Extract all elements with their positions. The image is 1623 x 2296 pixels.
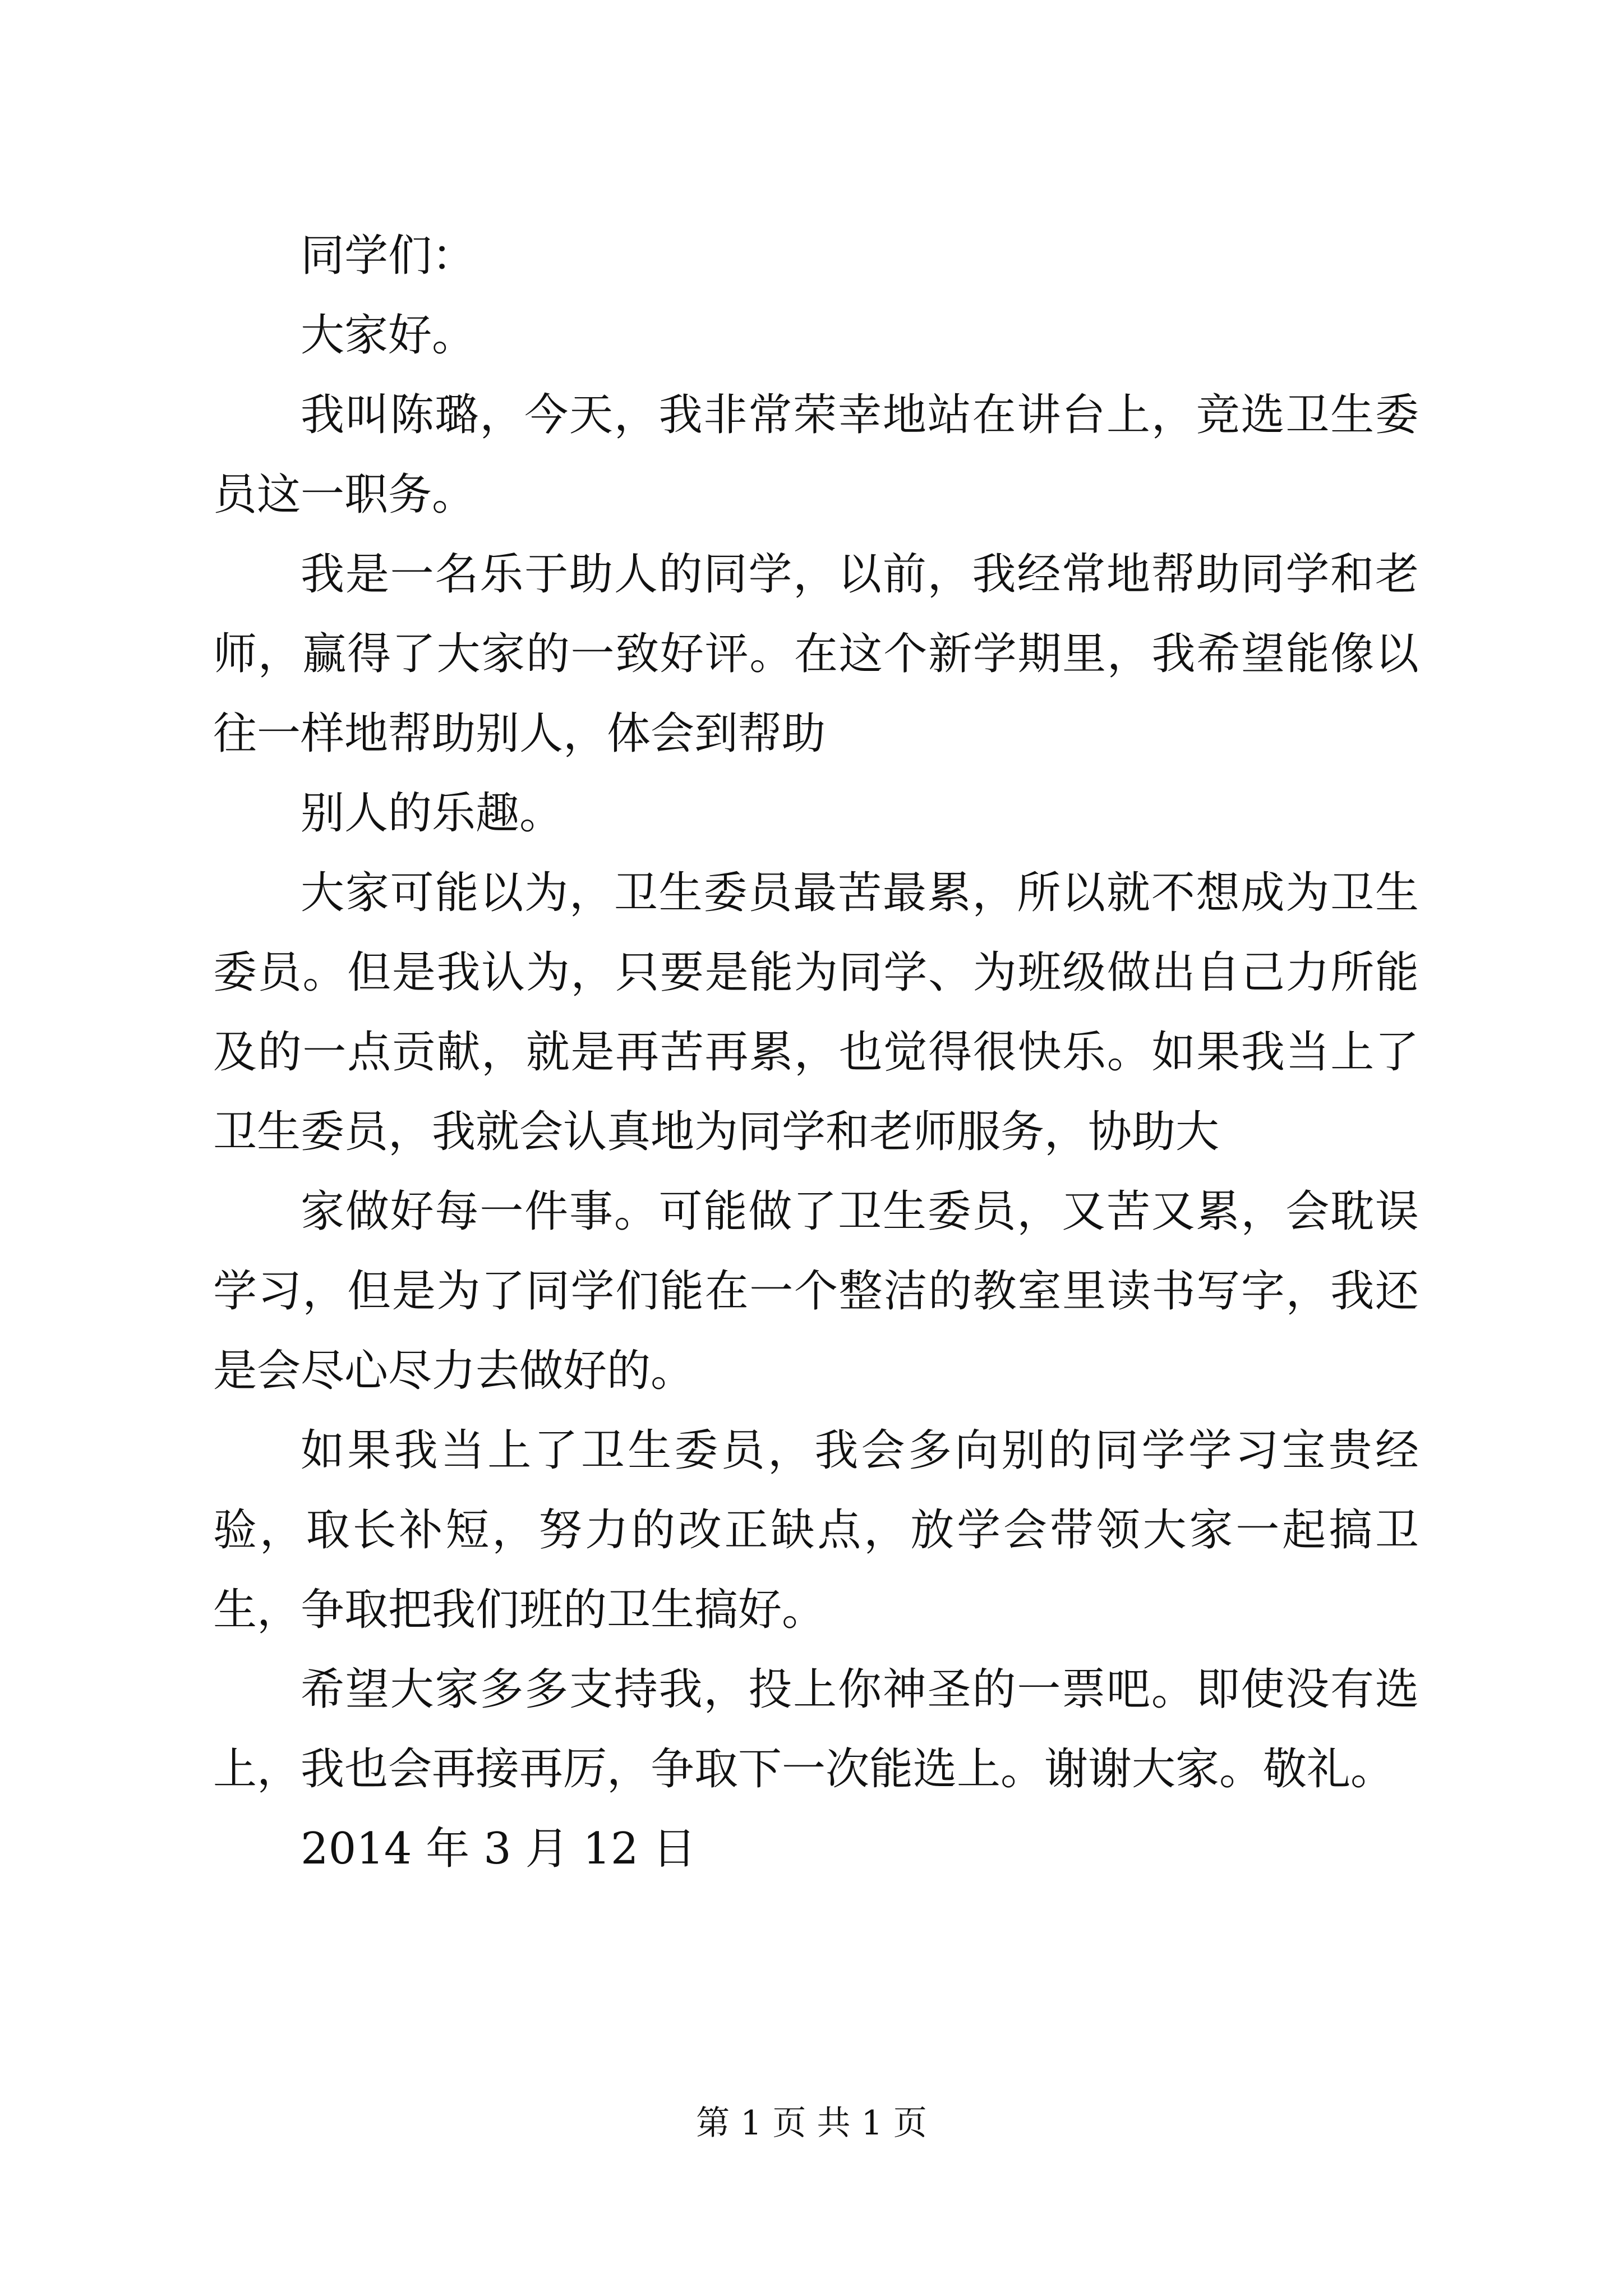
paragraph-hard-work-continued: 家做好每一件事。可能做了卫生委员，又苦又累，会耽误学习，但是为了同学们能在一个整洁的教室里读书写字，我还是会尽心尽力去做好的。 — [213, 1186, 1419, 1396]
paragraph-closing: 希望大家多多支持我，投上你神圣的一票吧。即使没有选上，我也会再接再厉，争取下一次能选上。谢谢大家。敬礼。 — [213, 1664, 1419, 1795]
paragraph-helpful-continued: 别人的乐趣。 — [301, 788, 564, 839]
paragraph-plans: 如果我当上了卫生委员，我会多向别的同学学习宝贵经验，取长补短，努力的改正缺点，放学会带领大家一起搞卫生，争取把我们班的卫生搞好。 — [213, 1425, 1419, 1635]
page-footer: 第 1 页 共 1 页 — [696, 2104, 927, 2143]
document-body — [213, 216, 1419, 1889]
paragraph-hard-work: 大家可能以为，卫生委员最苦最累，所以就不想成为卫生委员。但是我认为，只要是能为同学、为班级做出自己力所能及的一点贡献，就是再苦再累，也觉得很快乐。如果我当上了卫生委员，我就会认真地为同学和老师服务，协助大 — [213, 868, 1419, 1157]
document-date: 2014 年 3 月 12 日 — [301, 1824, 697, 1874]
greeting: 大家好。 — [301, 310, 476, 361]
paragraph-introduction: 我叫陈璐，今天，我非常荣幸地站在讲台上，竞选卫生委员这一职务。 — [213, 390, 1419, 520]
paragraph-helpful: 我是一名乐于助人的同学，以前，我经常地帮助同学和老师，赢得了大家的一致好评。在这个新学期里，我希望能像以往一样地帮助别人，体会到帮助 — [213, 549, 1419, 759]
salutation: 同学们： — [301, 231, 476, 281]
